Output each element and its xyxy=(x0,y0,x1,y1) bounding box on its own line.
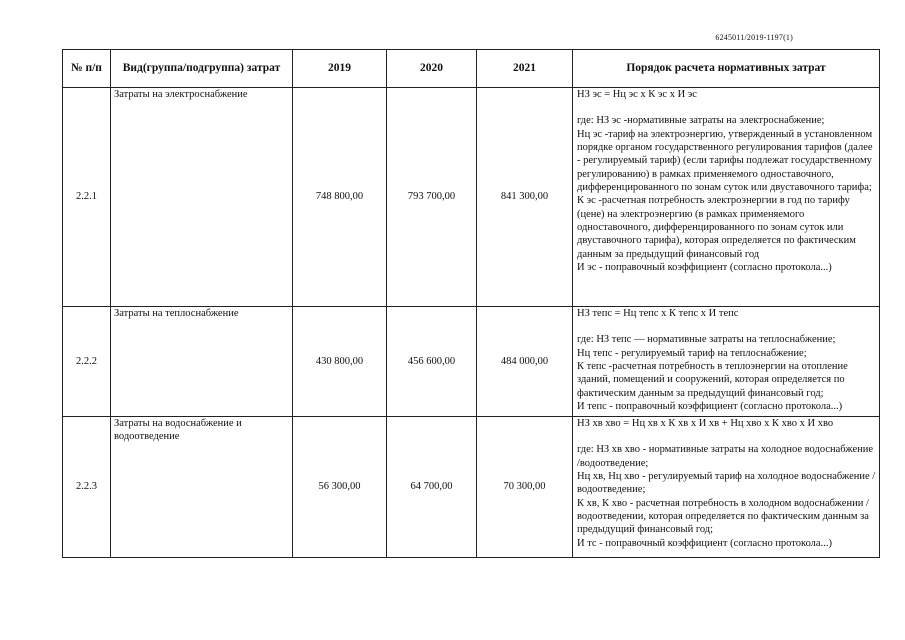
header-num: № п/п xyxy=(63,50,111,88)
header-calculation: Порядок расчета нормативных затрат xyxy=(573,50,880,88)
header-cost-type: Вид(группа/подгруппа) затрат xyxy=(111,50,293,88)
value-2020: 793 700,00 xyxy=(387,88,477,307)
cost-type-name: Затраты на теплоснабжение xyxy=(111,307,293,417)
value-2021: 841 300,00 xyxy=(477,88,573,307)
formula: НЗ эс = Нц эс х К эс х И эс xyxy=(577,89,697,100)
table-header xyxy=(63,50,880,88)
table-row xyxy=(63,307,880,417)
explanation-line: где: НЗ хв хво - нормативные затраты на холодное водоснабжение /водоотведение; xyxy=(577,444,874,469)
explanation-line: Нц тепс - регулируемый тариф на теплоснабжение; xyxy=(577,347,807,359)
value-2021: 484 000,00 xyxy=(477,307,573,417)
spacer xyxy=(577,430,876,443)
header-row xyxy=(63,50,880,88)
header-2019: 2019 xyxy=(293,50,387,88)
table-row xyxy=(63,88,880,307)
spacer xyxy=(577,320,876,333)
calculation-cell xyxy=(573,417,880,558)
row-number: 2.2.1 xyxy=(63,88,111,307)
document-number: 6245011/2019-1197(1) xyxy=(715,33,793,42)
value-2019: 430 800,00 xyxy=(293,307,387,417)
row-number: 2.2.3 xyxy=(63,417,111,558)
explanation-line: К эс -расчетная потребность электроэнергии в год по тарифу (цене) на электроэнергию (в рамках применяемого одноставочного, дифференцированного по зонам суток или двуставочного тарифа), которая определяется по фактическим данным за предыдущий финансовый год xyxy=(577,195,856,260)
explanation-line: где: НЗ эс -нормативные затраты на электроснабжение; xyxy=(577,115,825,127)
value-2019: 56 300,00 xyxy=(293,417,387,558)
value-2019: 748 800,00 xyxy=(293,88,387,307)
explanation-line: Нц эс -тариф на электроэнергию, утвержденный в установленном порядке органом государственного регулирования тарифов (далее - регулируемый тариф) (если тарифы подлежат государственному регулированию) в рамках применяемого одноставочного, дифференцированного по зонам суток или двуставочного тарифа; xyxy=(577,128,873,193)
explanation-line: Нц хв, Нц хво - регулируемый тариф на холодное водоснабжение / водоотведение; xyxy=(577,470,876,496)
value-2021: 70 300,00 xyxy=(477,417,573,558)
cost-type-name: Затраты на водоснабжение и водоотведение xyxy=(111,417,293,558)
cost-type-name: Затраты на электроснабжение xyxy=(111,88,293,307)
explanation-line: К тепс -расчетная потребность в теплоэнергии на отопление зданий, помещений и сооружений, которая определяется по фактическим данным за предыдущий финансовый год; xyxy=(577,360,848,399)
explanation-line: где: НЗ тепс — нормативные затраты на теплоснабжение; xyxy=(577,334,836,346)
value-2020: 456 600,00 xyxy=(387,307,477,417)
explanation-line: К хв, К хво - расчетная потребность в холодном водоснабжении / водоотведении, которая определяется по фактическим данным за предыдущий финансовый год; xyxy=(577,497,869,536)
header-2021: 2021 xyxy=(477,50,573,88)
row-number: 2.2.2 xyxy=(63,307,111,417)
table-row xyxy=(63,417,880,558)
calculation-cell xyxy=(573,307,880,417)
scan-noise-top xyxy=(0,2,905,6)
formula: НЗ тепс = Нц тепс х К тепс х И тепс xyxy=(577,308,739,319)
explanation-line: И тепс - поправочный коэффициент (согласно протокола...) xyxy=(577,400,843,412)
calculation-cell xyxy=(573,88,880,307)
cost-table xyxy=(62,49,880,558)
value-2020: 64 700,00 xyxy=(387,417,477,558)
spacer xyxy=(577,101,876,114)
scan-noise-bottom xyxy=(0,633,905,637)
formula: НЗ хв хво = Нц хв х К хв х И хв + Нц хво х К хво х И хво xyxy=(577,418,834,429)
explanation-line: И эс - поправочный коэффициент (согласно протокола...) xyxy=(577,261,832,273)
header-2020: 2020 xyxy=(387,50,477,88)
explanation-line: И тс - поправочный коэффициент (согласно протокола...) xyxy=(577,537,832,549)
